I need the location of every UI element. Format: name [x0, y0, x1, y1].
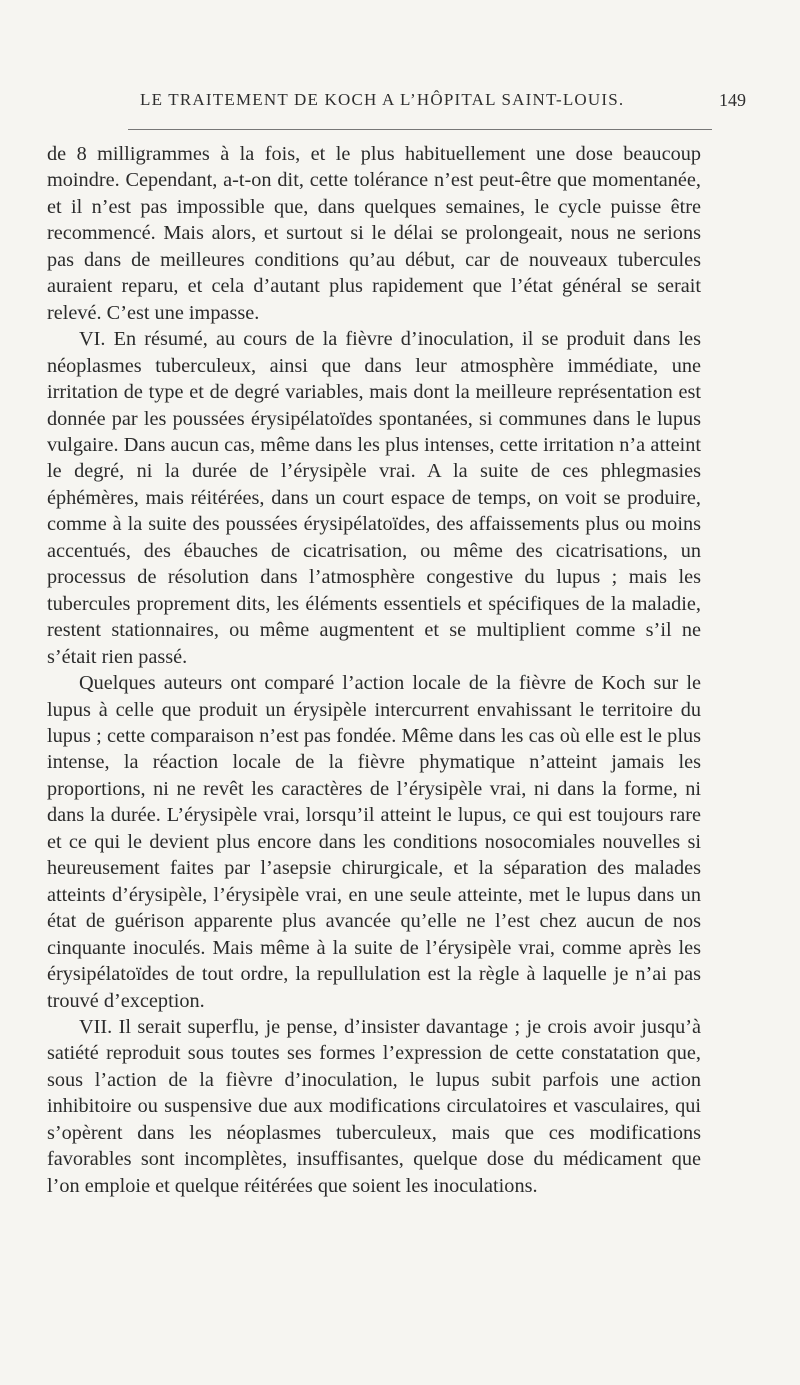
running-head — [50, 90, 750, 116]
page-number: 149 — [719, 90, 746, 110]
body-text — [47, 141, 701, 1199]
paragraph-section-vi: VI. En résumé, au cours de la fièvre d’inoculation, il se produit dans les néoplasmes tuberculeux, ainsi que dans leur atmosphère immédiate, une irritation de type et de degré variables, mais dont la meilleure représentation est donnée par les poussées érysipélatoïdes spontanées, si communes dans le lupus vulgaire. Dans aucun cas, même dans les plus intenses, cette irritation n’a atteint le degré, ni la durée de l’érysipèle vrai. A la suite de ces phlegmasies éphémères, mais réitérées, dans un court espace de temps, on voit se produire, comme à la suite des poussées érysipélatoïdes, des affaissements plus ou moins accentués, des ébauches de cicatrisation, ou même des cicatrisations, un processus de résolution dans l’atmosphère congestive du lupus ; mais les tubercules proprement dits, les éléments essentiels et spécifiques de la maladie, restent stationnaires, ou même augmentent et se multiplient comme s’il ne s’était rien passé. — [47, 328, 701, 668]
paragraph-continuation: de 8 milligrammes à la fois, et le plus habituellement une dose beaucoup moindre. Cependant, a-t-on dit, cette tolérance n’est peut-être que momentanée, et il n’est pas impossible que, dans quelques semaines, le cycle puisse être recommencé. Mais alors, et surtout si le délai se prolongeait, nous ne serions pas dans de meilleures conditions qu’au début, car de nouveaux tubercules auraient reparu, et cela d’autant plus rapidement que l’état général se serait relevé. C’est une impasse. — [47, 143, 701, 324]
paragraph-section-vii: VII. Il serait superflu, je pense, d’insister davantage ; je crois avoir jusqu’à satiété reproduit sous toutes ses formes l’expression de cette constatation que, sous l’action de la fièvre d’inoculation, le lupus subit parfois une action inhibitoire ou suspensive due aux modifications circulatoires et vasculaires, qui s’opèrent dans les néoplasmes tuberculeux, mais que ces modifications favorables sont incomplètes, insuffisantes, quelque dose du médicament que l’on emploie et quelque réitérées que soient les inoculations. — [47, 1015, 701, 1197]
running-title: LE TRAITEMENT DE KOCH A L’HÔPITAL SAINT-LOUIS. — [140, 90, 625, 109]
header-rule — [128, 129, 712, 130]
paragraph-comparison: Quelques auteurs ont comparé l’action locale de la fièvre de Koch sur le lupus à celle que produit un érysipèle intercurrent envahissant le territoire du lupus ; cette comparaison n’est pas fondée. Même dans les cas où elle est le plus intense, la réaction locale de la fièvre phymatique n’atteint jamais les proportions, ni ne revêt les caractères de l’érysipèle vrai, ni dans la forme, ni dans la durée. L’érysipèle vrai, lorsqu’il atteint le lupus, ce qui est toujours rare et ce qui le devient plus encore dans les conditions nosocomiales nouvelles si heureusement faites par l’asepsie chirurgicale, et la séparation des malades atteints d’érysipèle, l’érysipèle vrai, en une seule atteinte, met le lupus dans un état de guérison apparente plus avancée qu’elle ne l’est chez aucun de nos cinquante inoculés. Mais même à la suite de l’érysipèle vrai, comme après les érysipélatoïdes de tout ordre, la repullulation est la règle à laquelle je n’ai pas trouvé d’exception. — [47, 672, 701, 1012]
